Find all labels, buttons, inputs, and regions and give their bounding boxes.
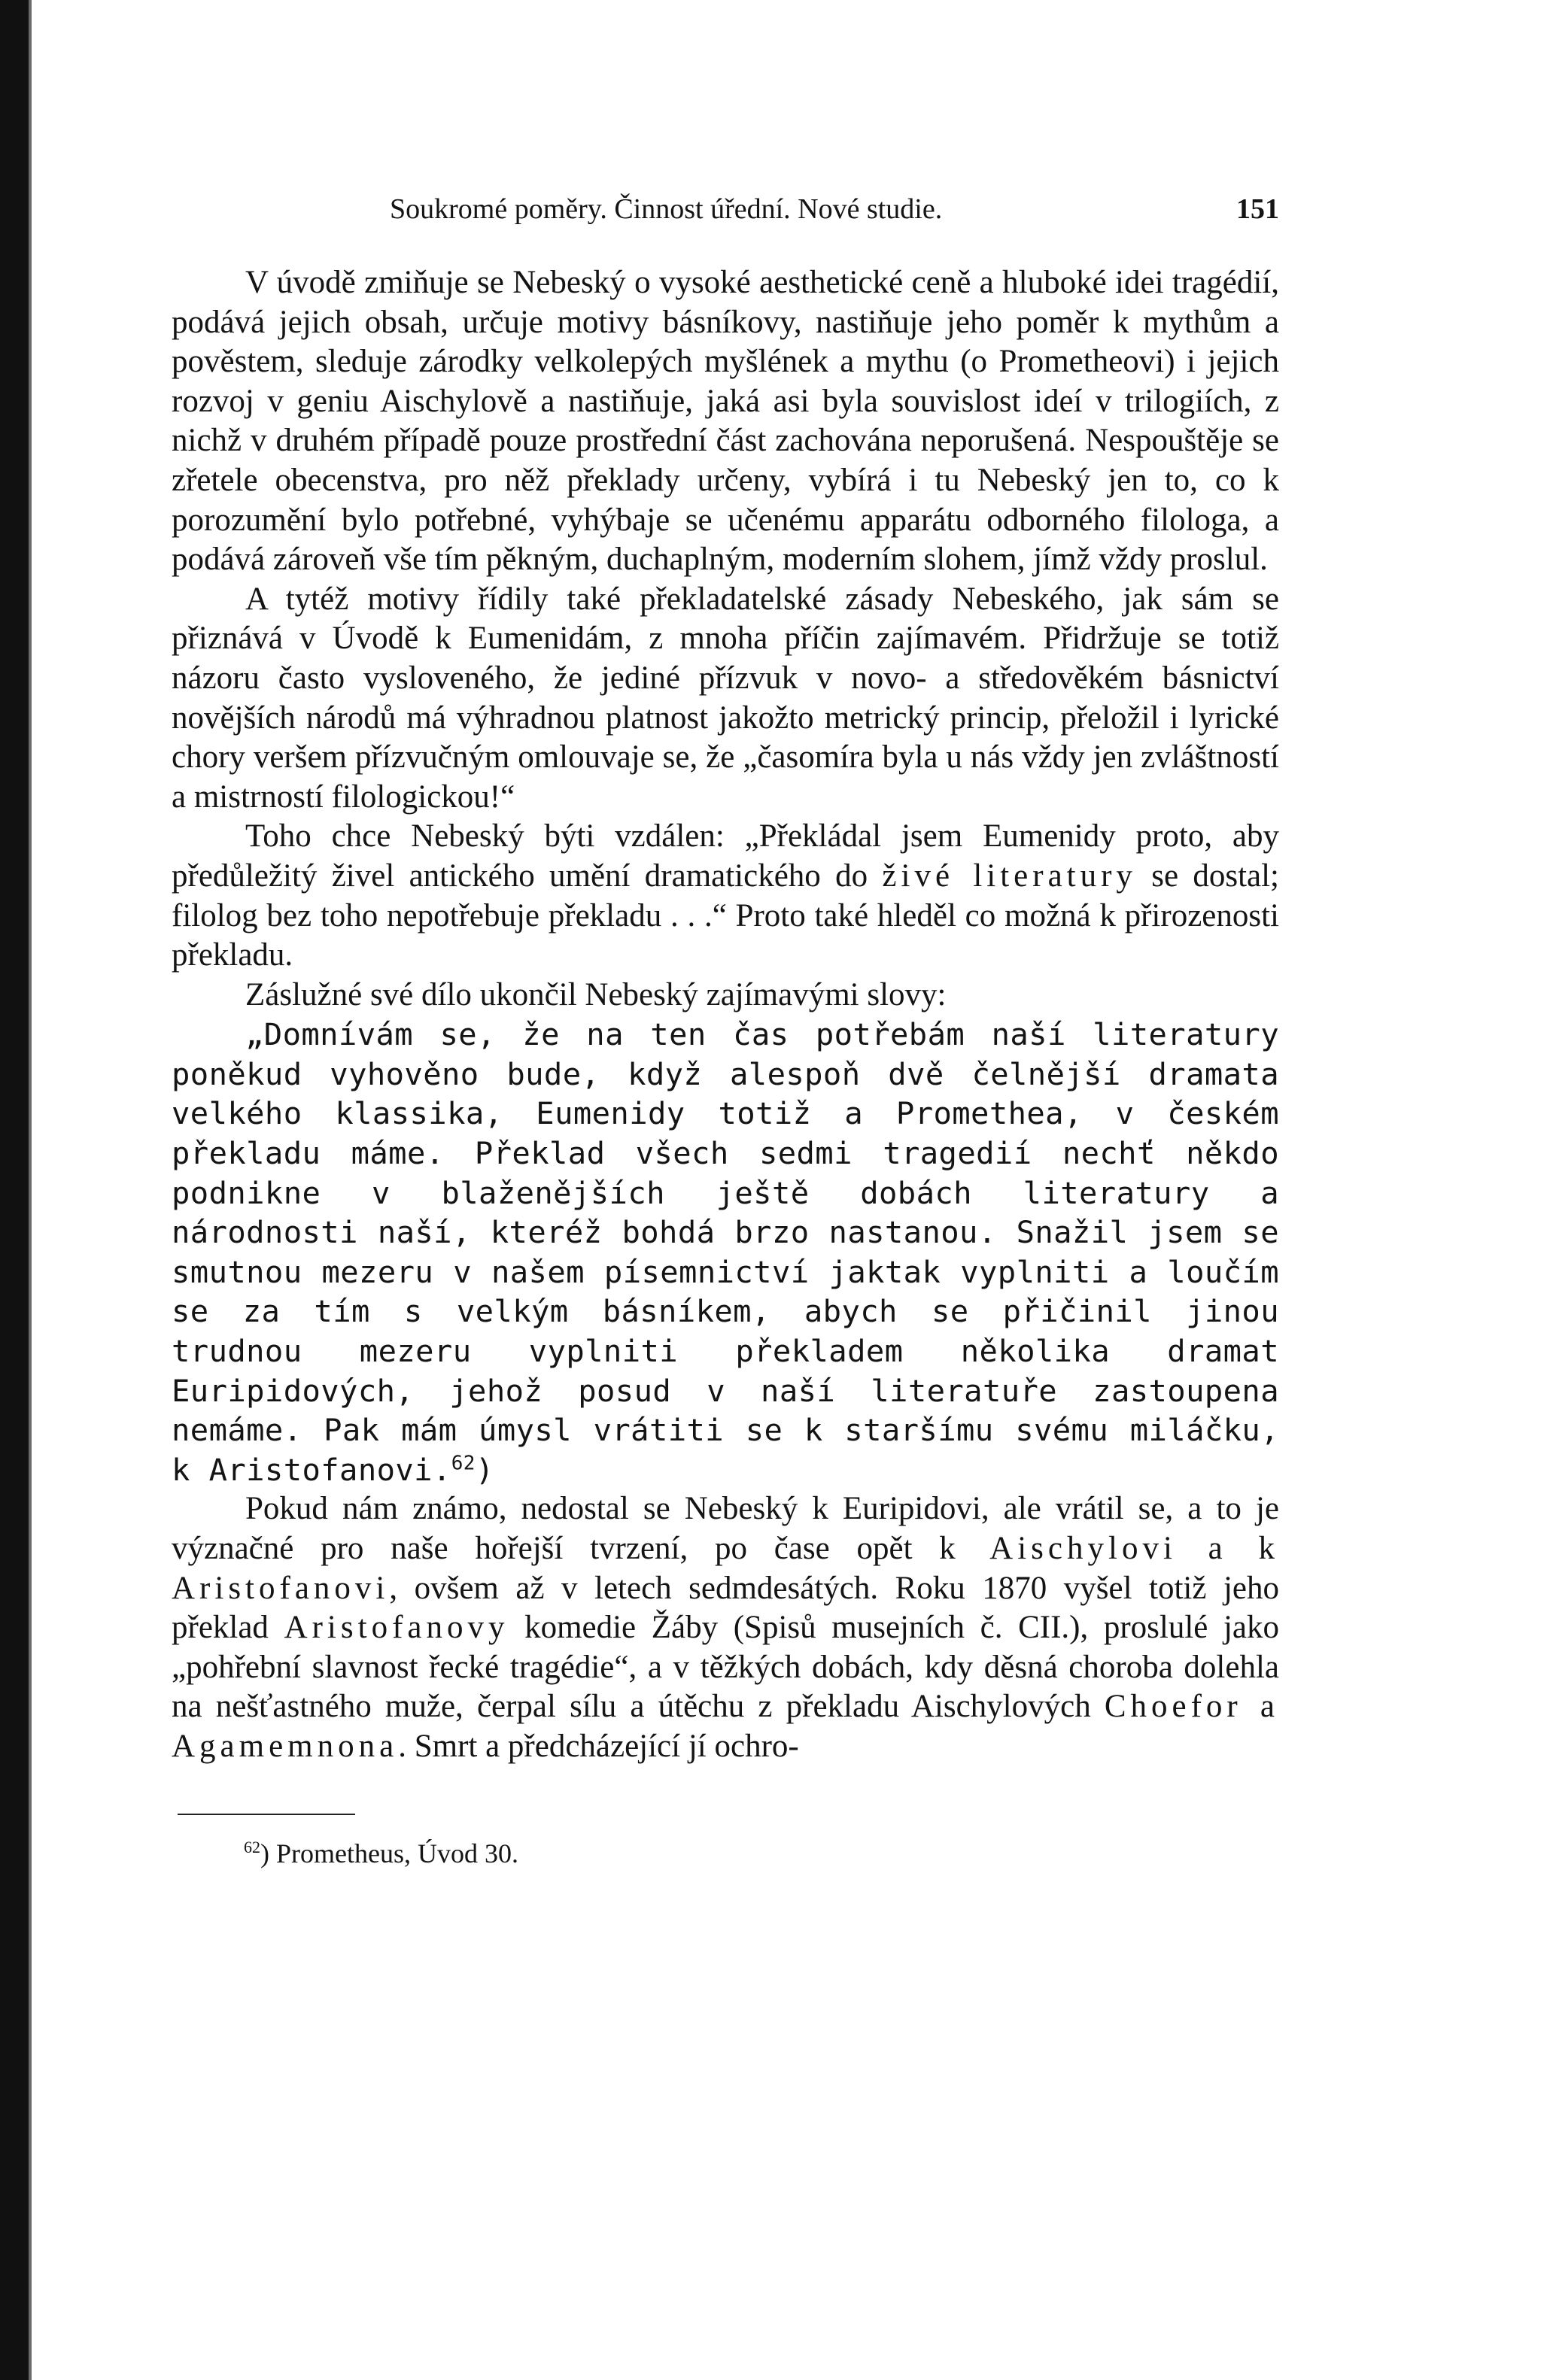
paragraph-5-emphasis-3: Choefor a Agamemnona [172, 1689, 1279, 1764]
paragraph-5-part-2: , ovšem až v letech sedmdesátých. Roku 1870 vyšel totiž jeho překlad [172, 1570, 1279, 1646]
paragraph-3-start: Toho chce Nebeský býti vzdálen: „Překládal jsem Eumenidy proto, aby předůležitý živel antického umění dramatického do [172, 818, 1279, 894]
footnote-marker: 62 [244, 1837, 260, 1856]
paragraph-5-emphasis-2: Aristofanovy [284, 1610, 509, 1646]
paragraph-4: Záslužné své dílo ukončil Nebeský zajímavými slovy: [245, 976, 947, 1012]
quotation-close: ) [475, 1451, 494, 1488]
paragraph-5-part-4: . Smrt a předcházející jí ochro- [398, 1728, 799, 1764]
quotation-text: „Domnívám se, že na ten čas potřebám naší literatury poněkud vyhověno bude, když alespoň dvě čelnější dramata velkého klassika, Eumenidy totiž a Promethea, v českém překladu máme. Překlad všech sedmi tragedií nechť někdo podnikne v blaženějších ještě dobách literatury a národnosti naší, kteréž bohdá brzo nastanou. Snažil jsem se smutnou mezeru v našem písemnictví jaktak vyplniti a loučím se za tím s velkým básníkem, abych se přičinil jinou trudnou mezeru vyplniti překladem několika dramat Euripidových, jehož posud v naší literatuře zastoupena nemáme. Pak mám úmysl vrátiti se k staršímu svému miláčku, k Aristofanovi. [172, 1016, 1279, 1488]
body-text [172, 263, 1279, 1767]
paragraph-3-end: se dostal; filolog bez toho nepotřebuje překladu . . .“ Proto také hleděl co možná k přirozenosti překladu. [172, 858, 1279, 973]
page-number: 151 [1236, 193, 1279, 225]
quotation [172, 1015, 1279, 1489]
running-head [172, 181, 1279, 229]
paragraph-3-emphasis: živé literatury [882, 858, 1137, 894]
paragraph-2: A tytéž motivy řídily také překladatelské zásady Nebeského, jak sám se přiznává v Úvodě k Eumenidám, z mnoha příčin zajímavém. Přidržuje se totiž názoru často vysloveného, že jediné přízvuk v novo- a středověkém básnictví novějších národů má výhradnou platnost jakožto metrický princip, přeložil i lyrické chory veršem přízvučným omlouvaje se, že „časomíra byla u nás vždy jen zvláštností a mistrností filologickou!“ [172, 581, 1279, 815]
paragraph-5-emphasis-1: k Aischylovi a k Aristofanovi [172, 1531, 1279, 1606]
paragraph-3 [172, 817, 1279, 975]
book-page [172, 181, 1279, 1869]
paragraph-5 [172, 1489, 1279, 1766]
footnote-divider [178, 1814, 355, 1815]
paragraph-1: V úvodě zmiňuje se Nebeský o vysoké aesthetické ceně a hluboké idei tragédií, podává jejich obsah, určuje motivy básníkovy, nastiňuje jeho poměr k mythům a pověstem, sleduje zárodky velkolepých myšlének a mythu (o Prometheovi) i jejich rozvoj v geniu Aischylově a nastiňuje, jaká asi byla souvislost ideí v trilogiích, z nichž v druhém případě pouze prostřední část zachována neporušená. Nespouštěje se zřetele obecenstva, pro něž překlady určeny, vybírá i tu Nebeský jen to, co k porozumění bylo potřebné, vyhýbaje se učenému apparátu odborného filologa, a podává zároveň vše tím pěkným, duchaplným, moderním slohem, jímž vždy proslul. [172, 265, 1279, 578]
footnote [244, 1838, 1279, 1869]
paragraph-5-part-3: komedie Žáby (Spisů musejních č. CII.), proslulé jako „pohřební slavnost řecké tragédie“, a v těžkých dobách, kdy děsná choroba dolehla na nešťastného muže, čerpal sílu a útěchu z překladu Aischylových [172, 1610, 1279, 1725]
running-title: Soukromé poměry. Činnost úřední. Nové studie. [390, 193, 943, 225]
footnote-reference: 62 [451, 1452, 476, 1475]
footnote-text: ) Prometheus, Úvod 30. [260, 1838, 518, 1868]
scan-border-line [29, 0, 32, 2380]
paragraph-5-part-1: Pokud nám známo, nedostal se Nebeský k Euripidovi, ale vrátil se, a to je význačné pro naše hořejší tvrzení, po čase opět [172, 1491, 1279, 1566]
scan-border [0, 0, 29, 2380]
